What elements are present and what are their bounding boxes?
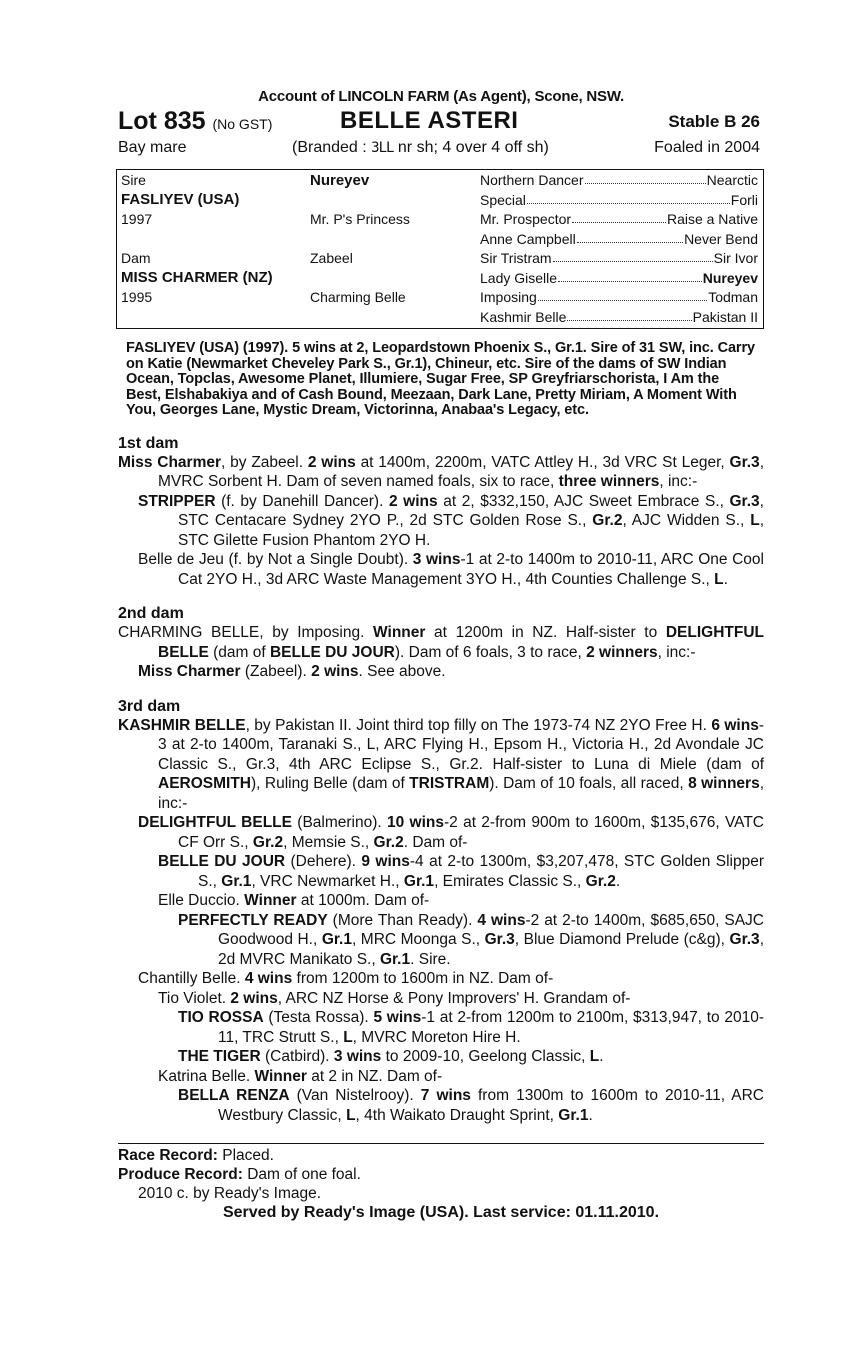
bold-run: Winner bbox=[254, 1067, 307, 1085]
bold-run: Gr.3 bbox=[729, 453, 760, 471]
text-run: , 2d MVRC Manikato S., bbox=[218, 931, 764, 968]
ancestor-row bbox=[480, 231, 758, 247]
text-run: (f. by Danehill Dancer). bbox=[215, 492, 389, 510]
text-run: -1 at 2-from 1200m to 2100m, $313,947, to 2010-11, TRC Strutt S., bbox=[218, 1009, 764, 1046]
bold-run: Gr.1 bbox=[558, 1106, 589, 1124]
text-run: , STC Centacare Sydney 2YO P., 2d STC Golden Rose S., bbox=[178, 492, 764, 529]
bold-run: 8 winners bbox=[688, 775, 760, 792]
bold-run: TIO ROSSA bbox=[178, 1009, 264, 1026]
text-run: at 1400m, 2200m, VATC Attley H., 3d VRC St Leger, bbox=[355, 453, 730, 471]
leader-dots bbox=[567, 309, 691, 321]
ancestor-sire: Pakistan II bbox=[692, 308, 758, 325]
horse-name: BELLE ASTERI bbox=[340, 107, 519, 134]
ancestor-row bbox=[480, 309, 758, 325]
second-dam-entry bbox=[118, 623, 764, 662]
leader-dots bbox=[577, 231, 683, 243]
bold-run: STRIPPER bbox=[138, 492, 216, 510]
ancestor-sire: Forli bbox=[730, 191, 758, 208]
text-run: at 2 in NZ. Dam of- bbox=[306, 1067, 443, 1085]
progeny-entry bbox=[118, 989, 764, 1009]
dam-label: Dam bbox=[121, 250, 151, 266]
first-dam-heading: 1st dam bbox=[118, 434, 179, 452]
bold-run: L bbox=[714, 570, 724, 588]
progeny-entry bbox=[118, 969, 764, 989]
text-run: -4 at 2-to 1300m, $3,207,478, STC Golden Slipper S., bbox=[198, 853, 764, 890]
bold-run: 6 wins bbox=[711, 716, 759, 734]
text-run: . See above. bbox=[358, 663, 446, 680]
text-run: , by Zabeel. bbox=[221, 453, 308, 471]
text-run: (Catbird). bbox=[260, 1048, 334, 1065]
text-run: (dam of bbox=[208, 643, 270, 661]
produce-record bbox=[118, 1165, 764, 1184]
records-footer bbox=[118, 1143, 764, 1222]
text-run: , inc:- bbox=[158, 775, 765, 812]
progeny-entry bbox=[118, 662, 764, 682]
sire-name: FASLIYEV (USA) bbox=[121, 191, 240, 208]
bold-run: BELLA RENZA bbox=[178, 1087, 290, 1104]
progeny-entry bbox=[118, 1008, 764, 1047]
text-run: , STC Gilette Fusion Phantom 2YO H. bbox=[178, 512, 764, 549]
text-run: CHARMING BELLE, by Imposing. bbox=[118, 624, 374, 641]
bold-run: 3 wins bbox=[333, 1048, 382, 1065]
text-run: , MRC Moonga S., bbox=[351, 931, 485, 948]
text-run: , Emirates Classic S., bbox=[434, 872, 586, 890]
text-run: -2 at 2-from 900m to 1600m, $135,676, VATC CF Orr S., bbox=[178, 814, 764, 851]
sire-dam: Mr. P's Princess bbox=[310, 211, 410, 227]
text-run: , AJC Widden S., bbox=[622, 512, 751, 529]
text-run: (Van Nistelrooy). bbox=[289, 1087, 421, 1104]
bold-run: 2 wins bbox=[307, 453, 356, 471]
text-run: Tio Violet. bbox=[158, 989, 231, 1007]
text-run: , inc:- bbox=[657, 643, 696, 661]
ancestor-name: Kashmir Belle bbox=[480, 308, 567, 325]
ancestor-name: Mr. Prospector bbox=[480, 211, 572, 227]
text-run: Elle Duccio. bbox=[158, 892, 245, 909]
text-run: -2 at 2-to 1400m, $685,650, SAJC Goodwood H., bbox=[218, 911, 764, 948]
bold-run: Gr.1 bbox=[403, 872, 435, 890]
ancestor-sire: Sir Ivor bbox=[713, 250, 758, 266]
bold-run: BELLE DU JOUR bbox=[269, 643, 395, 661]
text-run: , Blue Diamond Prelude (c&g), bbox=[514, 931, 730, 948]
dam-dam: Charming Belle bbox=[310, 289, 406, 305]
bold-run: BELLE DU JOUR bbox=[158, 853, 286, 870]
pedigree-table bbox=[116, 169, 764, 329]
bold-run: 3 wins bbox=[412, 551, 461, 568]
bold-run: THE TIGER bbox=[178, 1048, 261, 1065]
ancestor-name: Special bbox=[480, 191, 526, 208]
text-run: Belle de Jeu (f. by Not a Single Doubt). bbox=[138, 551, 413, 568]
bold-run: 10 wins bbox=[387, 814, 444, 831]
ancestor-row bbox=[480, 211, 758, 227]
lot-label: Lot 835 bbox=[118, 107, 206, 135]
ancestor-sire: Nureyev bbox=[702, 269, 758, 286]
ancestor-row bbox=[480, 192, 758, 208]
bold-run: L bbox=[750, 512, 760, 529]
bold-run: DELIGHTFUL BELLE bbox=[138, 814, 292, 831]
bold-run: 9 wins bbox=[361, 853, 410, 870]
leader-dots bbox=[558, 270, 702, 282]
bold-run: Gr.2 bbox=[252, 833, 284, 851]
sire-year: 1997 bbox=[121, 211, 153, 227]
leader-dots bbox=[572, 211, 666, 223]
bold-run: KASHMIR BELLE bbox=[118, 716, 246, 734]
no-gst-note: (No GST) bbox=[212, 116, 273, 132]
text-run: , MVRC Moreton Hire H. bbox=[352, 1028, 521, 1046]
second-dam-heading: 2nd dam bbox=[118, 605, 184, 622]
leader-dots bbox=[538, 289, 707, 301]
progeny-entry bbox=[118, 911, 764, 970]
progeny-entry bbox=[118, 852, 764, 891]
text-run: , by Pakistan II. Joint third top filly on The 1973-74 NZ 2YO Free H. bbox=[245, 716, 712, 734]
progeny-entry bbox=[118, 1067, 764, 1087]
text-run: . bbox=[588, 1106, 593, 1124]
bold-run: Miss Charmer bbox=[118, 453, 222, 471]
bold-run: Gr.3 bbox=[729, 492, 760, 510]
text-run: . bbox=[615, 872, 621, 890]
ancestor-name: Imposing bbox=[480, 289, 537, 305]
progeny-entry bbox=[118, 550, 764, 589]
text-run: (Testa Rossa). bbox=[263, 1009, 374, 1026]
text-run: at 2, $332,150, AJC Sweet Embrace S., bbox=[437, 492, 730, 510]
ancestor-sire: Raise a Native bbox=[666, 211, 758, 227]
ancestor-row bbox=[480, 250, 758, 266]
ancestor-sire: Todman bbox=[708, 289, 758, 305]
ancestor-sire: Never Bend bbox=[684, 230, 758, 247]
bold-run: Gr.2 bbox=[585, 872, 616, 890]
bold-run: 2 wins bbox=[311, 663, 359, 680]
ancestor-name: Anne Campbell bbox=[480, 230, 576, 247]
bold-run: DELIGHTFUL BELLE bbox=[158, 624, 764, 661]
bold-run: Gr.2 bbox=[592, 512, 623, 529]
third-dam-entry bbox=[118, 716, 764, 814]
description-line bbox=[118, 139, 764, 163]
sire-sire: Nureyev bbox=[310, 172, 370, 189]
text-run: , Memsie S., bbox=[283, 833, 374, 851]
progeny-entry bbox=[118, 1047, 764, 1067]
lot-number bbox=[118, 107, 272, 136]
sire-label: Sire bbox=[121, 172, 146, 188]
progeny-entry bbox=[118, 813, 764, 852]
served-line: Served by Ready's Image (USA). Last service: 01.11.2010. bbox=[222, 1204, 660, 1221]
lot-line bbox=[118, 107, 764, 137]
bold-run: Gr.2 bbox=[373, 833, 404, 851]
progeny-entry bbox=[118, 1086, 764, 1125]
text-run: from 1200m to 1600m in NZ. Dam of- bbox=[292, 970, 554, 987]
leader-dots bbox=[585, 172, 706, 184]
bold-run: three winners bbox=[558, 473, 660, 490]
text-run: , MVRC Sorbent H. Dam of seven named foals, six to race, bbox=[158, 453, 764, 490]
text-run: , VRC Newmarket H., bbox=[251, 872, 404, 890]
produce-record-label: Produce Record: bbox=[118, 1166, 243, 1183]
text-run: (Balmerino). bbox=[291, 814, 387, 831]
ancestor-name: Sir Tristram bbox=[480, 250, 552, 266]
bold-run: 7 wins bbox=[420, 1087, 471, 1104]
progeny-entry bbox=[118, 891, 764, 911]
dam-year: 1995 bbox=[121, 289, 153, 305]
text-run: ). Dam of 6 foals, 3 to race, bbox=[394, 643, 587, 661]
stable-number: Stable B 26 bbox=[668, 112, 760, 131]
text-run: . Dam of- bbox=[403, 833, 468, 851]
leader-dots bbox=[553, 250, 713, 262]
first-dam-entry bbox=[118, 453, 764, 492]
bold-run: L bbox=[343, 1028, 353, 1046]
bold-run: Winner bbox=[244, 892, 297, 909]
race-record-value: Placed. bbox=[217, 1147, 274, 1164]
text-run: -3 at 2-to 1400m, Taranaki S., L, ARC Flying H., Epsom H., Victoria H., 2d Avondale JC Classic S., Gr.3, 4th ARC Eclipse S., Gr.2. Half-sister to Luna di Miele (dam of bbox=[158, 716, 764, 773]
text-run: to 2009-10, Geelong Classic, bbox=[381, 1048, 590, 1065]
brand-prefix: (Branded : bbox=[292, 139, 372, 156]
ancestor-row bbox=[480, 289, 758, 305]
progeny-entry bbox=[118, 492, 764, 551]
text-run: . bbox=[599, 1048, 604, 1065]
bold-run: AEROSMITH bbox=[158, 775, 251, 792]
foaled-year: Foaled in 2004 bbox=[654, 139, 760, 156]
dam-name: MISS CHARMER (NZ) bbox=[121, 269, 273, 286]
bold-run: PERFECTLY READY bbox=[178, 911, 328, 929]
bold-run: Gr.1 bbox=[379, 950, 411, 968]
bold-run: Winner bbox=[373, 624, 426, 641]
text-run: . Sire. bbox=[410, 950, 451, 968]
bold-run: TRISTRAM bbox=[409, 775, 490, 792]
dam-sire: Zabeel bbox=[310, 250, 353, 266]
vendor-account: Account of LINCOLN FARM (As Agent), Scone, NSW. bbox=[258, 88, 624, 105]
bold-run: Gr.1 bbox=[221, 872, 252, 890]
brand-mark: 3LL bbox=[371, 140, 394, 156]
race-record-label: Race Record: bbox=[118, 1147, 218, 1164]
bold-run: 2 wins bbox=[230, 989, 278, 1007]
text-run: ). Dam of 10 foals, all raced, bbox=[489, 775, 689, 792]
race-record bbox=[118, 1146, 764, 1165]
brand-description bbox=[292, 139, 549, 157]
brand-suffix: nr sh; 4 over 4 off sh) bbox=[393, 139, 549, 156]
ancestor-name: Lady Giselle bbox=[480, 269, 558, 286]
bold-run: 2 winners bbox=[586, 643, 658, 661]
text-run: , ARC NZ Horse & Pony Improvers' H. Grandam of- bbox=[277, 989, 631, 1007]
foal-line: 2010 c. by Ready's Image. bbox=[138, 1185, 322, 1202]
bold-run: Miss Charmer bbox=[138, 663, 241, 680]
bold-run: Gr.3 bbox=[729, 931, 760, 948]
text-run: from 1300m to 1600m to 2010-11, ARC Westbury Classic, bbox=[218, 1087, 765, 1124]
bold-run: 2 wins bbox=[388, 492, 438, 510]
bold-run: 4 wins bbox=[244, 970, 293, 987]
text-run: (More Than Ready). bbox=[327, 911, 478, 929]
ancestor-sire: Nearctic bbox=[706, 172, 758, 188]
text-run: (Dehere). bbox=[285, 853, 362, 870]
bold-run: L bbox=[346, 1106, 356, 1124]
bold-run: 4 wins bbox=[477, 911, 526, 929]
text-run: (Zabeel). bbox=[240, 663, 312, 680]
text-run: at 1000m. Dam of- bbox=[296, 892, 430, 909]
text-run: ), Ruling Belle (dam of bbox=[251, 775, 410, 792]
text-run: at 1200m in NZ. Half-sister to bbox=[425, 624, 666, 641]
ancestor-name: Northern Dancer bbox=[480, 172, 584, 188]
bold-run: 5 wins bbox=[373, 1009, 422, 1026]
bold-run: Gr.3 bbox=[484, 931, 515, 948]
text-run: Katrina Belle. bbox=[158, 1067, 255, 1085]
bold-run: Gr.1 bbox=[321, 931, 352, 948]
text-run: , 4th Waikato Draught Sprint, bbox=[355, 1106, 559, 1124]
sire-summary: FASLIYEV (USA) (1997). 5 wins at 2, Leopardstown Phoenix S., Gr.1. Sire of 31 SW, inc. Carry on Katie (Newmarket Cheveley Park S., Gr.1), Chineur, etc. Sire of the dams of SW Indian Ocean, Topclas, Awesome Planet, Illumiere, Sugar Free, SP Greyfriarschorista, I Am the Best, Elshabakiya and of Cash Bound, Meezaan, Dark Lane, Pretty Miriam, A Moment With You, Georges Lane, Mystic Dream, Victorinna, Anabaa's Legacy, etc. bbox=[126, 340, 755, 418]
text-run: -1 at 2-to 1400m to 2010-11, ARC One Cool Cat 2YO H., 3d ARC Waste Management 3YO H., 4th Counties Challenge S., bbox=[178, 551, 764, 588]
text-run: , inc:- bbox=[659, 473, 698, 490]
catalogue-page bbox=[118, 88, 764, 1222]
sex-colour: Bay mare bbox=[118, 139, 187, 156]
text-run: Chantilly Belle. bbox=[138, 970, 245, 987]
produce-record-value: Dam of one foal. bbox=[242, 1166, 361, 1183]
leader-dots bbox=[527, 192, 730, 204]
text-run: . bbox=[723, 570, 728, 588]
bold-run: L bbox=[589, 1048, 600, 1065]
third-dam-heading: 3rd dam bbox=[118, 697, 181, 715]
ancestor-row bbox=[480, 270, 758, 286]
ancestor-row bbox=[480, 172, 758, 188]
